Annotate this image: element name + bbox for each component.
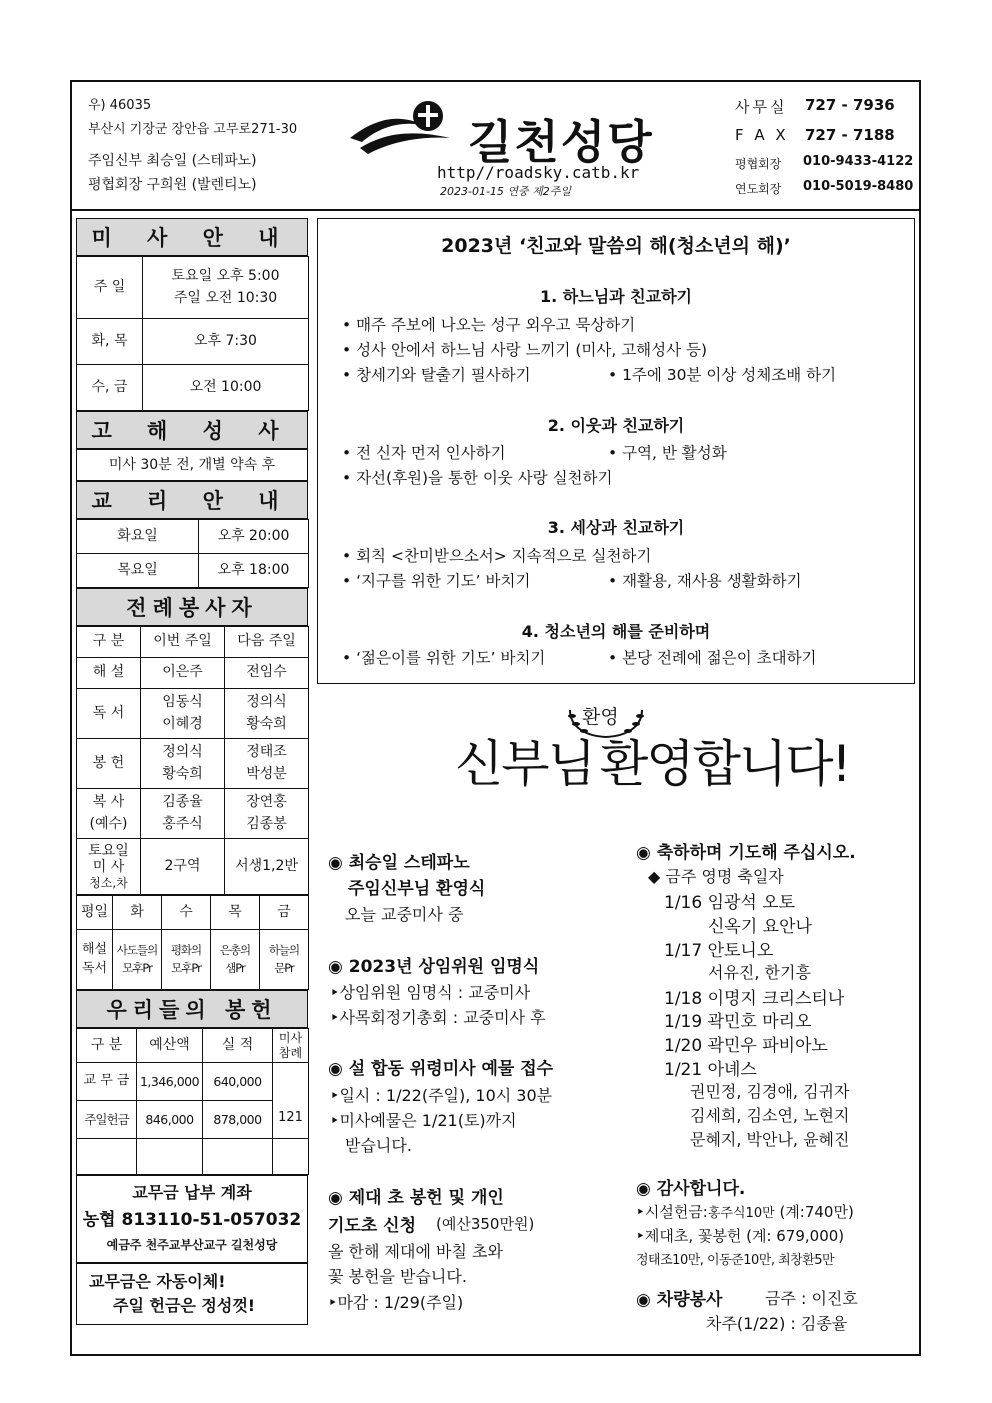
offering-header-line: 참례 <box>278 1045 303 1060</box>
notice-line: 교무금은 자동이체! <box>89 1272 226 1291</box>
news-title: 기도초 신청 <box>328 1216 417 1236</box>
weekday-line: 모후Pr <box>171 960 201 975</box>
theme-item: • 창세기와 탈출기 필사하기 <box>342 366 531 384</box>
welcome-text-b: 환영합니다! <box>600 735 850 793</box>
news-line: ‣마감 : 1/29(주일) <box>328 1293 464 1312</box>
news-line: 받습니다. <box>345 1136 412 1155</box>
offering-col-header: 구 분 <box>77 1029 137 1063</box>
weekday-cell <box>113 930 162 990</box>
theme-item: • 구역, 반 활성화 <box>608 444 727 462</box>
tuethu-label: 화, 목 <box>77 319 143 365</box>
weekday-line: 샘Pr <box>225 960 245 975</box>
wedfri-time: 오전 10:00 <box>143 365 309 411</box>
news-title: ◉ 설 합동 위령미사 예물 접수 <box>328 1059 554 1079</box>
liturgy-label-line: (예수) <box>89 815 128 832</box>
liturgy-name: 홍주식 <box>162 815 203 832</box>
weekday-line: 모후Pr <box>122 960 152 975</box>
catechism-time: 오후 18:00 <box>199 554 309 588</box>
feast-line: 1/17 안토니오 <box>664 941 774 961</box>
weekday-label-line: 해설 <box>81 942 108 958</box>
council-head: 평협회장 구희원 (발렌티노) <box>88 177 257 193</box>
liturgy-name: 정태조 <box>246 743 287 760</box>
liturgy-name: 이혜경 <box>162 715 203 732</box>
sunday-label: 주 일 <box>77 257 143 319</box>
news-title-note: (예산350만원) <box>436 1215 535 1233</box>
offering-header-line: 미사 <box>278 1030 303 1045</box>
car-service-title: ◉ 차량봉사 <box>636 1290 723 1310</box>
confession-text: 미사 30분 전, 개별 약속 후 <box>76 449 308 481</box>
pastor-name: 주임신부 최승일 (스테파노) <box>88 153 257 169</box>
liturgy-row-label <box>77 839 141 895</box>
sunday-times <box>143 257 309 319</box>
thanks-total: (계:740만) <box>779 1203 854 1221</box>
news-line: 오늘 교중미사 중 <box>345 905 464 924</box>
liturgy-name: 임동식 <box>162 693 203 710</box>
liturgy-cell <box>225 689 309 739</box>
offering-actual: 878,000 <box>203 1101 273 1139</box>
weekday-line: 하늘의 <box>268 943 300 958</box>
weekday-cell <box>260 930 309 990</box>
tuethu-time: 오후 7:30 <box>143 319 309 365</box>
feast-subtitle: ◆ 금주 영명 축일자 <box>648 867 784 886</box>
postal-code: 우) 46035 <box>88 98 152 113</box>
liturgy-heading: 전례봉사자 <box>76 588 308 626</box>
sunday-time-1: 토요일 오후 5:00 <box>171 267 280 284</box>
offering-col-header <box>273 1029 309 1063</box>
theme-item: • 1주에 30분 이상 성체조배 하기 <box>608 366 837 384</box>
liturgy-cell: 전임수 <box>225 658 309 689</box>
weekday-day: 화 <box>113 896 162 930</box>
account-box <box>76 1175 308 1263</box>
thanks-donor: 홍주식10만 <box>707 1206 775 1221</box>
liturgy-name: 정의식 <box>162 743 203 760</box>
feast-line: 1/19 곽민호 마리오 <box>664 1012 812 1032</box>
news-title: ◉ 제대 초 봉헌 및 개인 <box>328 1188 504 1208</box>
weekday-label: 평일 <box>77 896 113 930</box>
liturgy-cell <box>225 789 309 839</box>
news-title: ◉ 최승일 스테파노 <box>328 853 470 873</box>
weekday-cell <box>162 930 211 990</box>
feast-line: 서유진, 한기흥 <box>708 963 811 982</box>
news-line: ‣일시 : 1/22(주일), 10시 30분 <box>330 1086 553 1105</box>
weekday-line: 문Pr <box>274 960 294 975</box>
feast-line: 문혜지, 박안나, 윤혜진 <box>690 1130 850 1149</box>
weekday-line: 사도들의 <box>116 943 158 958</box>
liturgy-row-label <box>77 789 141 839</box>
news-line: ‣상임위원 임명식 : 교중미사 <box>330 983 531 1002</box>
car-service-line: 금주 : 이진호 <box>765 1289 858 1308</box>
theme-section-title: 2. 이웃과 친교하기 <box>547 416 685 435</box>
weekday-day: 금 <box>260 896 309 930</box>
feast-line: 1/20 곽민우 파비아노 <box>664 1036 828 1056</box>
liturgy-cell: 2구역 <box>141 839 225 895</box>
liturgy-name: 정의식 <box>246 693 287 710</box>
feast-line: 김세희, 김소연, 노현지 <box>690 1106 850 1125</box>
liturgy-col-header: 다음 주일 <box>225 627 309 658</box>
offering-empty <box>273 1139 309 1175</box>
thanks-title: ◉ 감사합니다. <box>636 1179 746 1199</box>
offering-heading: 우리들의 봉헌 <box>76 990 308 1028</box>
offering-budget: 846,000 <box>137 1101 203 1139</box>
feast-title: ◉ 축하하며 기도해 주십시오. <box>636 843 856 863</box>
liturgy-cell <box>141 689 225 739</box>
welcome-text-a: 신부님 <box>455 735 594 793</box>
church-logo-icon <box>350 98 470 158</box>
youth-phone: 010-5019-8480 <box>803 179 914 194</box>
catechism-time: 오후 20:00 <box>199 520 309 554</box>
theme-section-title: 4. 청소년의 해를 준비하며 <box>521 622 711 641</box>
weekday-label-line: 독서 <box>81 960 108 976</box>
fax-phone: 727 - 7188 <box>805 126 895 144</box>
feast-line: 1/18 이명지 크리스티나 <box>664 989 845 1009</box>
thanks-label: ‣시설헌금: <box>636 1203 708 1221</box>
offering-budget: 1,346,000 <box>137 1063 203 1101</box>
liturgy-name: 박성분 <box>246 765 287 782</box>
liturgy-cell: 이은주 <box>141 658 225 689</box>
liturgy-col-header: 구 분 <box>77 627 141 658</box>
car-service-line: 차주(1/22) : 김종율 <box>706 1314 848 1333</box>
news-title: 주임신부님 환영식 <box>348 879 486 899</box>
account-number: 농협 813110-51-057032 <box>82 1210 302 1230</box>
liturgy-name: 김종율 <box>162 793 203 810</box>
theme-section-title: 3. 세상과 친교하기 <box>547 518 685 537</box>
catechism-heading: 교 리 안 내 <box>76 481 308 519</box>
offering-col-header: 실 적 <box>203 1029 273 1063</box>
liturgy-row-label: 해 설 <box>77 658 141 689</box>
notice-line: 주일 헌금은 정성껏! <box>113 1296 256 1315</box>
theme-item: • 매주 주보에 나오는 성구 외우고 묵상하기 <box>342 316 636 334</box>
liturgy-cell <box>141 789 225 839</box>
liturgy-label-line: 청소,차 <box>89 876 128 891</box>
offering-row-label: 주일헌금 <box>77 1101 137 1139</box>
theme-item: • 회칙 <찬미받으소서> 지속적으로 실천하기 <box>342 547 652 565</box>
council-label: 평협회장 <box>735 157 782 171</box>
catechism-table <box>76 519 309 588</box>
theme-item: • 재활용, 재사용 생활화하기 <box>608 572 802 590</box>
weekday-line: 평화의 <box>170 943 202 958</box>
thanks-line <box>636 1201 854 1222</box>
offering-col-header: 예산액 <box>137 1029 203 1063</box>
office-phone: 727 - 7936 <box>805 96 895 114</box>
feast-line: 1/21 아녜스 <box>664 1060 757 1080</box>
liturgy-name: 장연홍 <box>246 793 287 810</box>
news-line: 올 한해 제대에 바칠 초와 <box>328 1242 503 1261</box>
liturgy-name: 황숙희 <box>162 765 203 782</box>
catechism-day: 화요일 <box>77 520 199 554</box>
catechism-day: 목요일 <box>77 554 199 588</box>
wedfri-label: 수, 금 <box>77 365 143 411</box>
offering-empty <box>137 1139 203 1175</box>
theme-item: • 성사 안에서 하느님 사랑 느끼기 (미사, 고해성사 등) <box>342 341 708 359</box>
liturgy-cell <box>141 739 225 789</box>
liturgy-label-line: 복 사 <box>92 793 125 810</box>
weekday-line: 은총의 <box>219 943 251 958</box>
offering-row-label: 교 무 금 <box>77 1063 137 1101</box>
thanks-donors: 정태조10만, 이동준10만, 최창환5만 <box>636 1253 835 1268</box>
left-column <box>76 218 308 1325</box>
liturgy-col-header: 이번 주일 <box>141 627 225 658</box>
year-theme-box <box>317 218 915 684</box>
year-theme-title: 2023년 ‘친교와 말씀의 해(청소년의 해)’ <box>441 235 791 257</box>
theme-item: • 전 신자 먼저 인사하기 <box>342 444 506 462</box>
liturgy-row-label: 독 서 <box>77 689 141 739</box>
issue-date: 2023-01-15 연중 제2주일 <box>440 185 572 198</box>
liturgy-table <box>76 626 309 895</box>
header-divider <box>70 209 921 211</box>
liturgy-cell <box>225 739 309 789</box>
offering-table <box>76 1028 309 1175</box>
church-name: 길천성당 <box>468 115 654 169</box>
news-line: ‣미사예물은 1/21(토)까지 <box>330 1111 517 1130</box>
offering-attendance: 121 <box>273 1063 309 1139</box>
liturgy-name: 김종봉 <box>246 815 287 832</box>
confession-heading: 고 해 성 사 <box>76 411 308 449</box>
feast-line: 1/16 임광석 오토 <box>664 893 796 913</box>
youth-label: 연도회장 <box>735 182 782 196</box>
feast-line: 신옥기 요안나 <box>708 917 812 937</box>
theme-item: • 본당 전례에 젊은이 초대하기 <box>608 649 817 667</box>
news-line: ‣사목회정기총회 : 교중미사 후 <box>330 1008 546 1027</box>
weekday-cell <box>211 930 260 990</box>
account-title: 교무금 납부 계좌 <box>132 1183 252 1202</box>
news-title: ◉ 2023년 상임위원 임명식 <box>328 957 540 977</box>
office-label: 사무실 <box>735 98 788 116</box>
theme-item: • ‘젊은이를 위한 기도’ 바치기 <box>342 649 546 667</box>
welcome-badge: 환영 <box>582 706 619 728</box>
theme-item: • ‘지구를 위한 기도’ 바치기 <box>342 572 531 590</box>
offering-actual: 640,000 <box>203 1063 273 1101</box>
weekday-table <box>76 895 309 990</box>
liturgy-label-line: 미 사 <box>92 859 125 876</box>
offering-empty <box>77 1139 137 1175</box>
feast-line: 권민정, 김경애, 김귀자 <box>690 1082 850 1101</box>
offering-empty <box>203 1139 273 1175</box>
liturgy-row-label: 봉 헌 <box>77 739 141 789</box>
account-holder: 예금주 천주교부산교구 길천성당 <box>106 1238 278 1252</box>
thanks-line: ‣제대초, 꽃봉헌 (계: 679,000) <box>636 1227 845 1245</box>
council-phone: 010-9433-4122 <box>803 154 914 169</box>
mass-table <box>76 256 309 411</box>
weekday-day: 수 <box>162 896 211 930</box>
sunday-time-2: 주일 오전 10:30 <box>173 289 278 306</box>
weekday-label <box>77 930 113 990</box>
liturgy-cell: 서생1,2반 <box>225 839 309 895</box>
address: 부산시 기장군 장안읍 고무로271-30 <box>88 122 298 137</box>
theme-item: • 자선(후원)을 통한 이웃 사랑 실천하기 <box>342 469 613 487</box>
notice-box <box>76 1263 308 1325</box>
liturgy-name: 황숙희 <box>246 715 287 732</box>
website[interactable]: http//roadsky.catb.kr <box>437 163 640 182</box>
mass-heading: 미 사 안 내 <box>76 218 308 256</box>
weekday-day: 목 <box>211 896 260 930</box>
fax-label: F A X <box>735 126 789 144</box>
liturgy-label-line: 토요일 <box>88 842 129 859</box>
news-line: 꽃 봉헌을 받습니다. <box>328 1267 467 1286</box>
theme-section-title: 1. 하느님과 친교하기 <box>540 287 692 306</box>
